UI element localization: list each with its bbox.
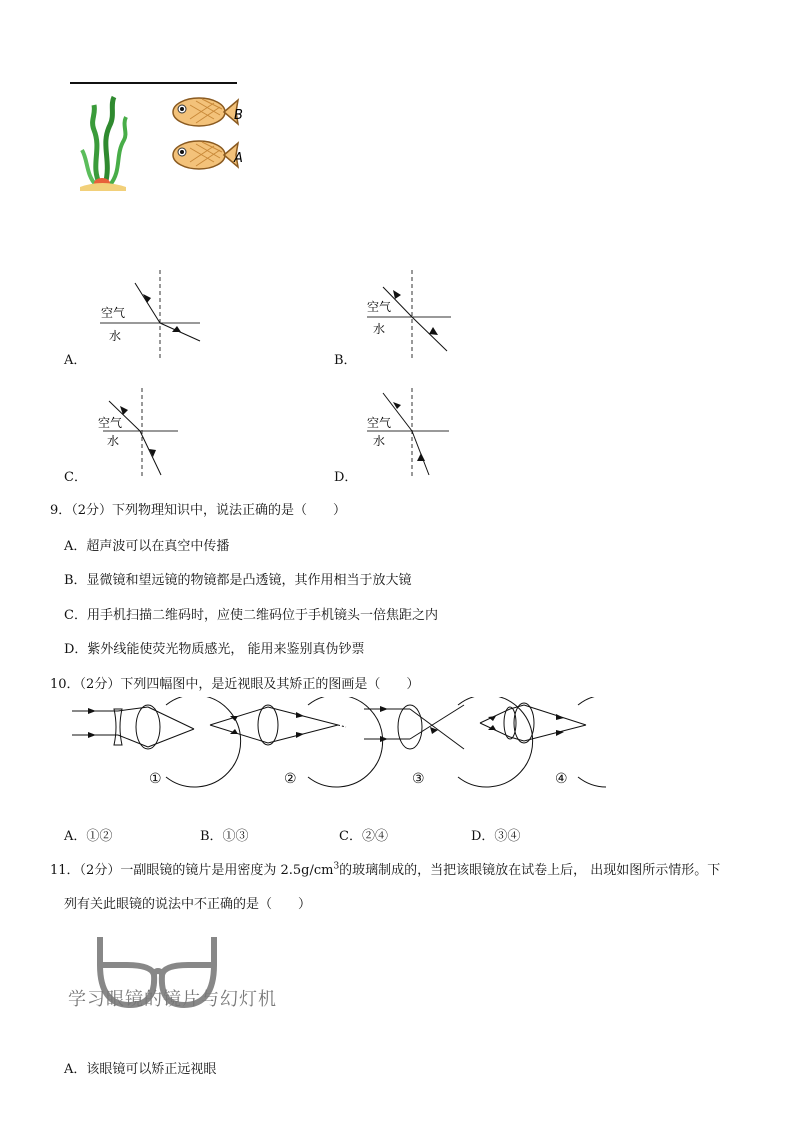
question-9-option-c: C．用手机扫描二维码时，应使二维码位于手机镜头一倍焦距之内 — [64, 608, 438, 623]
stem-part2: 的玻璃制成的，当把该眼镜放在试卷上后， 出现如图所示情形。下 — [339, 863, 721, 878]
question-9-option-a: A．超声波可以在真空中传播 — [64, 539, 230, 554]
eye-figure-label-4: ④ — [555, 771, 568, 787]
eye-figure-label-1: ① — [149, 771, 162, 787]
stem-part1: 11．（2分）一副眼镜的镜片是用密度为 2.5g/cm — [50, 863, 334, 878]
question-11-option-a: A．该眼镜可以矫正远视眼 — [64, 1062, 217, 1077]
glasses-underlying-text: 学习眼镜的镜片与幻灯机 — [68, 989, 277, 1010]
fish-label-a: A — [234, 151, 243, 166]
eye-diagram-4 — [480, 697, 606, 787]
fish-a-icon — [173, 141, 238, 169]
question-10-option-c: C．②④ — [339, 829, 388, 844]
refraction-diagram-d — [365, 385, 480, 480]
fish-figure — [60, 75, 260, 200]
option-letter-b: B． — [334, 353, 357, 368]
fish-label-b: B — [234, 108, 243, 123]
option-letter-a: A． — [64, 353, 87, 368]
eye-figure-label-3: ③ — [412, 771, 425, 787]
refraction-diagram-c — [95, 385, 210, 480]
air-label: 空气 — [101, 306, 126, 320]
option-letter-c: C． — [64, 470, 87, 485]
eye-diagrams — [66, 697, 606, 792]
seaweed-icon — [80, 97, 126, 191]
water-label: 水 — [107, 434, 120, 448]
water-label: 水 — [109, 329, 122, 343]
question-9-stem: 9．（2分）下列物理知识中，说法正确的是（ ） — [50, 503, 347, 518]
refraction-diagram-a — [95, 265, 210, 365]
question-9-option-b: B．显微镜和望远镜的物镜都是凸透镜，其作用相当于放大镜 — [64, 573, 412, 588]
glasses-image — [64, 935, 284, 1025]
question-9-option-d: D．紫外线能使荧光物质感光， 能用来鉴别真伪钞票 — [64, 642, 365, 657]
question-10-stem: 10．（2分）下列四幅图中，是近视眼及其矫正的图画是（ ） — [50, 677, 420, 692]
question-10-option-d: D．③④ — [471, 829, 521, 844]
eye-figure-label-2: ② — [284, 771, 297, 787]
question-11-stem-line1 — [50, 859, 720, 878]
fish-b-icon — [173, 98, 238, 126]
air-label: 空气 — [367, 416, 392, 430]
air-label: 空气 — [367, 300, 392, 314]
stem-superscript: 3 — [333, 861, 340, 872]
water-label: 水 — [373, 434, 386, 448]
air-label: 空气 — [98, 416, 123, 430]
question-11-stem-line2: 列有关此眼镜的说法中不正确的是（ ） — [64, 897, 312, 912]
water-label: 水 — [373, 322, 386, 336]
question-10-option-a: A．①② — [64, 829, 113, 844]
question-10-option-b: B．①③ — [200, 829, 249, 844]
option-letter-d: D． — [334, 470, 358, 485]
refraction-diagram-b — [365, 265, 480, 365]
